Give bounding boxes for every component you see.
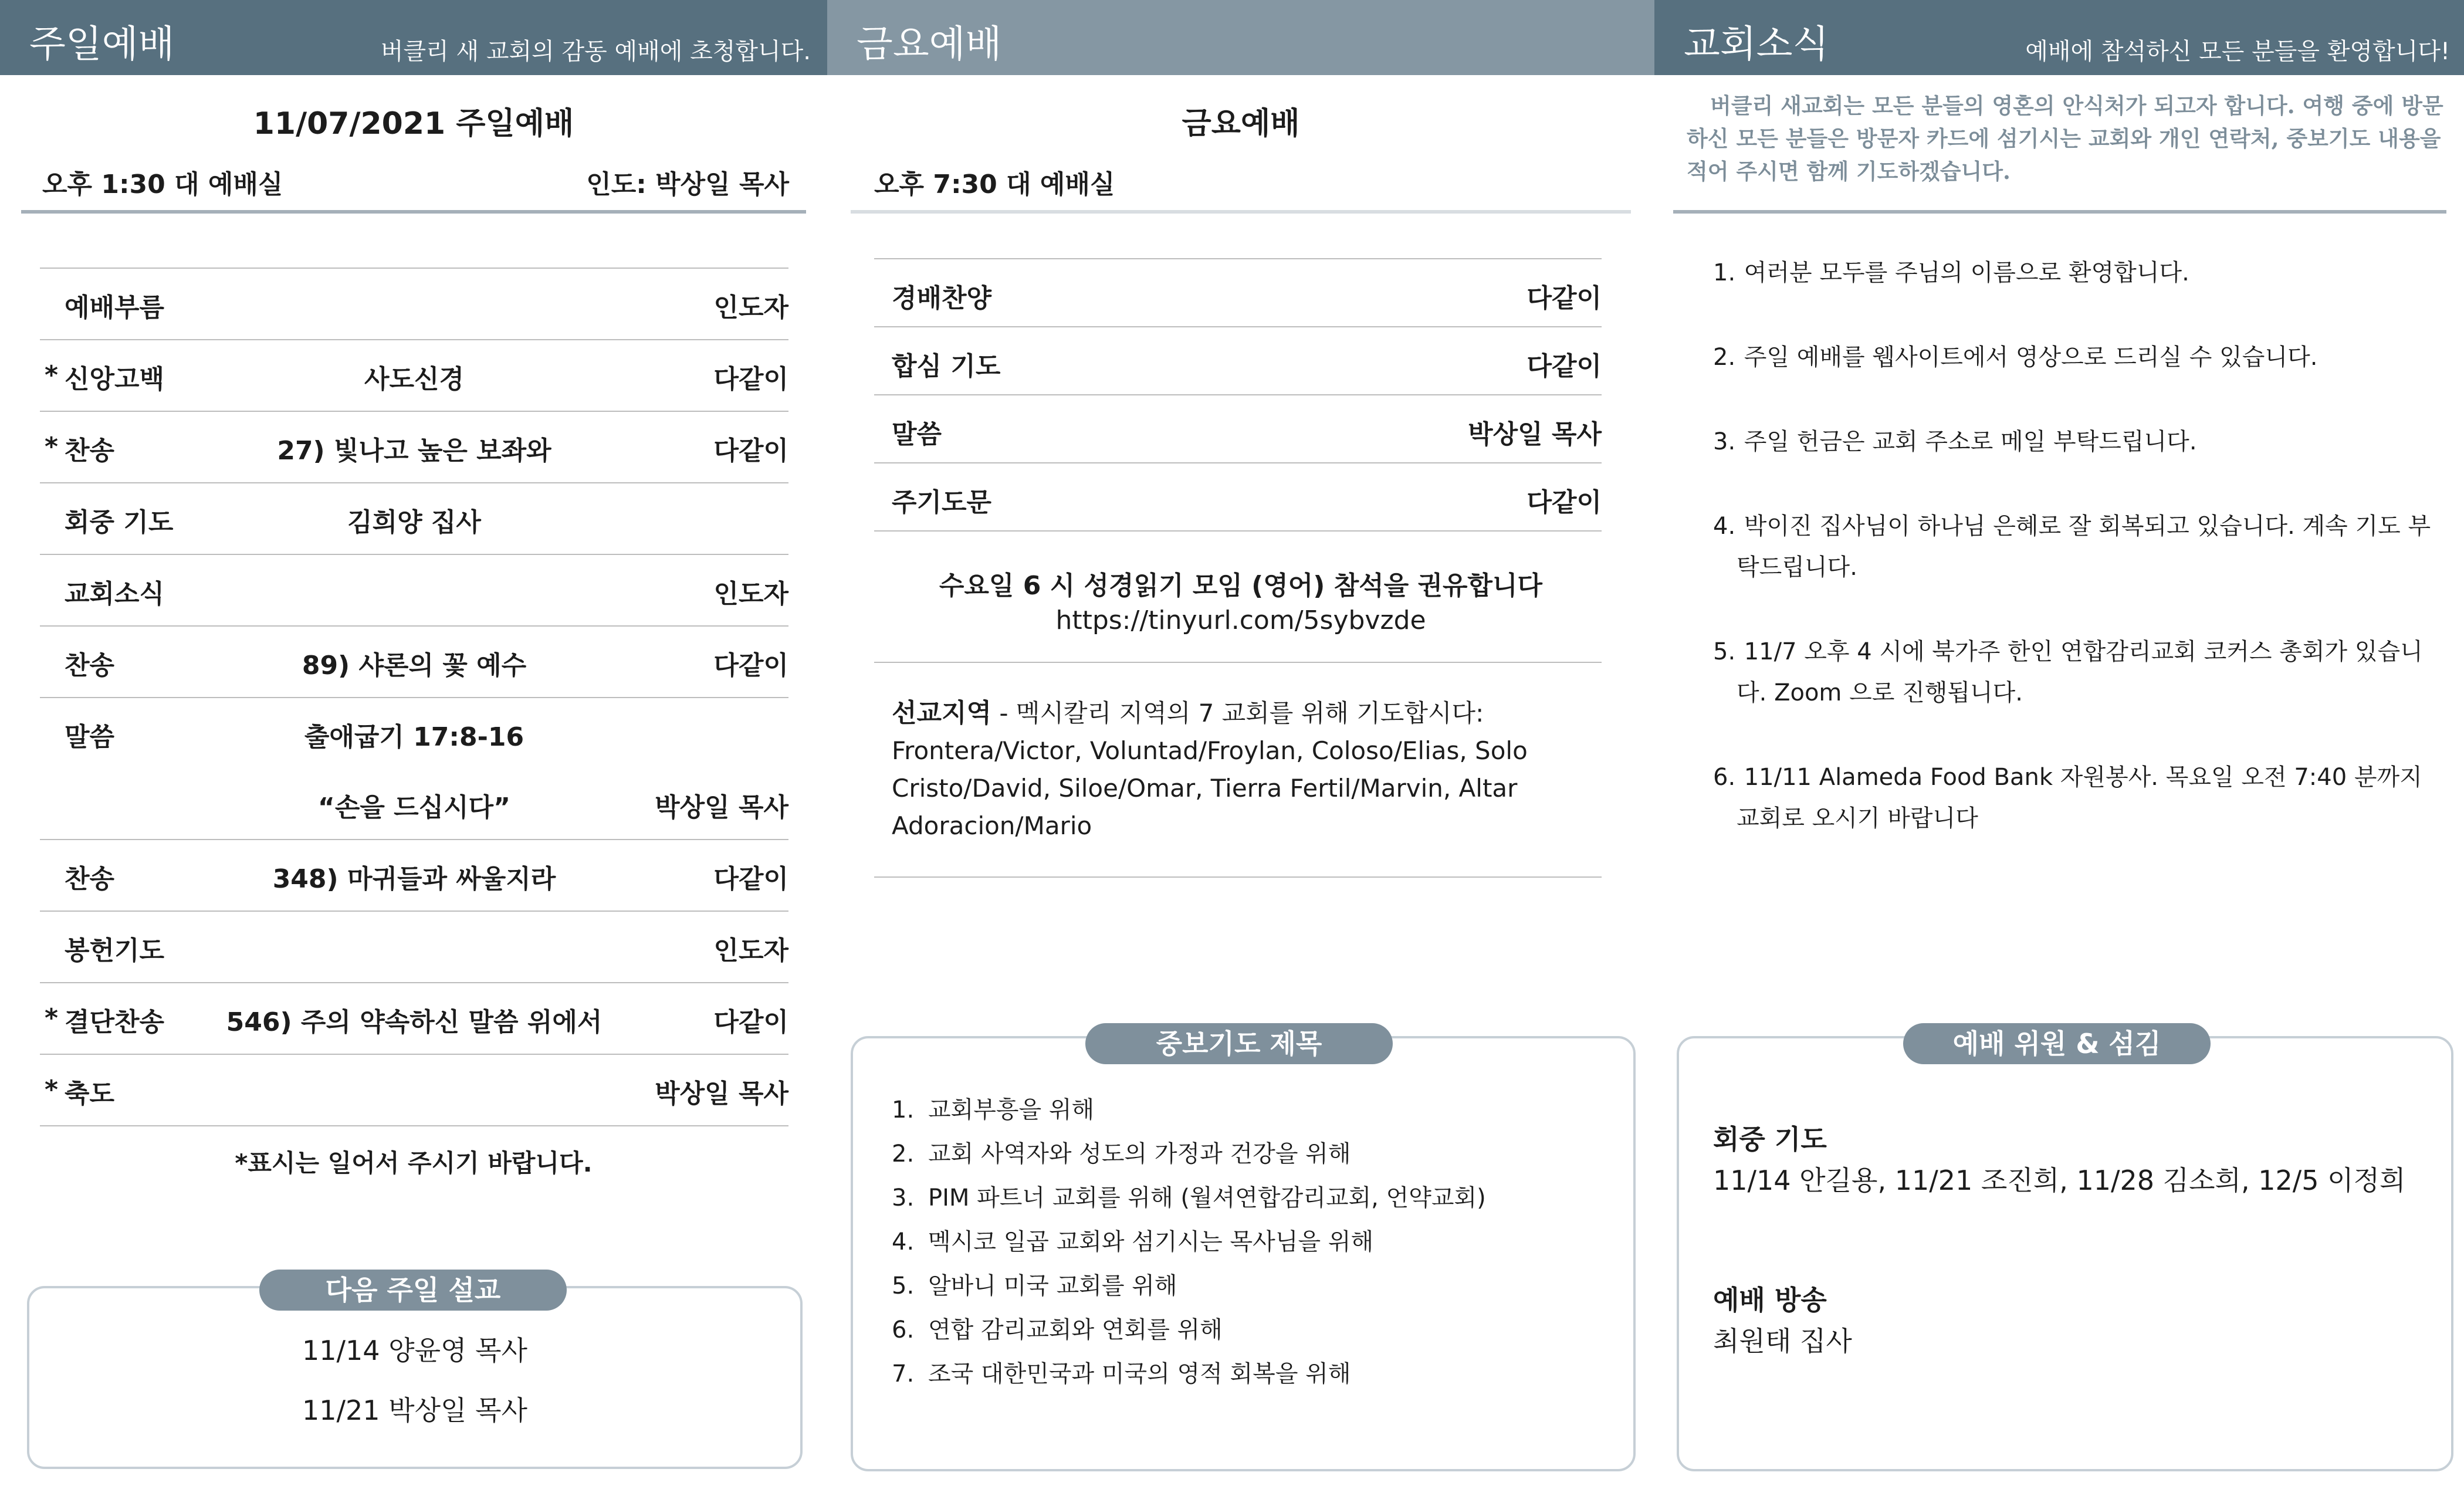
order-item-leader: 인도자 xyxy=(713,579,788,609)
sunday-title: 11/07/2021 주일예배 xyxy=(253,106,574,141)
list-item xyxy=(892,1135,1596,1179)
order-item-name: 주기도문 xyxy=(892,488,992,517)
list-item xyxy=(1713,252,2441,293)
order-row xyxy=(40,839,788,911)
next-sermon-line: 11/14 양윤영 목사 xyxy=(302,1335,527,1366)
order-item-name: 예배부름 xyxy=(65,293,165,323)
standing-mark: * xyxy=(45,1075,59,1105)
order-item-detail: 김희양 집사 xyxy=(347,507,481,537)
church-news-panel xyxy=(1654,0,2464,1496)
order-item-leader: 다같이 xyxy=(1527,283,1602,313)
list-text: 교회부흥을 위해 xyxy=(928,1096,1095,1123)
news-header xyxy=(1654,0,2464,75)
list-item xyxy=(892,1355,1596,1399)
list-text: 여러분 모두를 주님의 이름으로 환영합니다. xyxy=(1744,259,2189,286)
list-item xyxy=(1713,421,2441,462)
order-row xyxy=(874,326,1602,394)
order-row xyxy=(40,339,788,411)
prayer-requests-label: 중보기도 제목 xyxy=(1085,1023,1393,1064)
order-row xyxy=(40,482,788,554)
list-item xyxy=(892,1223,1596,1267)
order-row xyxy=(40,411,788,482)
list-number: 4. xyxy=(892,1228,915,1255)
friday-divider xyxy=(874,662,1602,663)
friday-title: 금요예배 xyxy=(1182,106,1300,141)
list-number: 5. xyxy=(892,1272,915,1299)
order-item-name: 말씀 xyxy=(892,419,942,449)
sunday-header xyxy=(0,0,827,75)
order-row xyxy=(40,268,788,339)
list-number: 4. xyxy=(1713,513,1736,540)
list-text: 연합 감리교회와 연회를 위해 xyxy=(928,1316,1223,1343)
staff-label: 예배 위원 & 섬김 xyxy=(1903,1023,2211,1064)
next-sermon-box xyxy=(27,1286,803,1469)
news-header-subtitle: 예배에 참석하신 모든 분들을 환영합니다! xyxy=(2025,38,2450,65)
list-text: 교회 사역자와 성도의 가정과 건강을 위해 xyxy=(928,1140,1351,1167)
sunday-divider xyxy=(21,210,806,214)
bible-study-link[interactable]: https://tinyurl.com/5sybvzde xyxy=(1055,605,1426,635)
bible-study-title: 수요일 6 시 성경읽기 모임 (영어) 참석을 권유합니다 xyxy=(939,571,1543,601)
order-item-leader: 다같이 xyxy=(713,864,788,894)
congregation-prayer-label: 회중 기도 xyxy=(1713,1123,1827,1155)
standing-mark: * xyxy=(45,432,59,462)
list-number: 2. xyxy=(892,1140,915,1167)
order-item-leader: 다같이 xyxy=(1527,351,1602,381)
list-text: 알바니 미국 교회를 위해 xyxy=(928,1272,1177,1299)
list-text: 조국 대한민국과 미국의 영적 회복을 위해 xyxy=(928,1360,1351,1387)
order-item-name: 찬송 xyxy=(65,651,115,681)
order-item-name: 합심 기도 xyxy=(892,351,1001,381)
order-row xyxy=(40,769,788,839)
order-item-name: 회중 기도 xyxy=(65,507,174,537)
order-item-leader: 다같이 xyxy=(713,1007,788,1037)
order-row xyxy=(874,462,1602,532)
order-row xyxy=(40,1054,788,1126)
order-row xyxy=(40,982,788,1054)
mission-text: - 멕시칼리 지역의 7 교회를 위해 기도합시다: Frontera/Victor, Voluntad/Froylan, Coloso/Elias, Solo Cristo/David, Siloe/Omar, Tierra Fertil/Marvin, Altar Adoracion/Mario xyxy=(892,699,1528,840)
staff-box xyxy=(1677,1036,2453,1471)
list-number: 3. xyxy=(892,1184,915,1211)
list-item xyxy=(892,1267,1596,1311)
order-item-name: 찬송 xyxy=(65,436,115,466)
order-item-detail: 89) 샤론의 꽃 예수 xyxy=(302,651,527,681)
sunday-service-panel xyxy=(0,0,827,1496)
list-number: 7. xyxy=(892,1360,915,1387)
order-item-leader: 박상일 목사 xyxy=(1468,419,1602,449)
list-item xyxy=(1713,631,2441,713)
news-header-title: 교회소식 xyxy=(1684,23,1829,66)
list-text: 11/7 오후 4 시에 북가주 한인 연합감리교회 코커스 총회가 있습니다. Zoom 으로 진행됩니다. xyxy=(1737,638,2423,706)
friday-header-title: 금요예배 xyxy=(857,23,1002,66)
next-sermon-line: 11/21 박상일 목사 xyxy=(302,1395,527,1426)
order-item-name: 봉헌기도 xyxy=(65,936,165,966)
order-row xyxy=(874,258,1602,326)
order-item-leader: 인도자 xyxy=(713,936,788,966)
order-item-leader: 박상일 목사 xyxy=(655,1079,788,1109)
prayer-requests-list xyxy=(892,1091,1596,1399)
list-number: 6. xyxy=(1713,764,1736,791)
sunday-header-title: 주일예배 xyxy=(29,23,175,66)
order-item-leader: 다같이 xyxy=(1527,488,1602,517)
order-item-name: 경배찬양 xyxy=(892,283,992,313)
order-item-detail: 348) 마귀들과 싸울지라 xyxy=(272,864,556,894)
list-item xyxy=(1713,506,2441,588)
list-number: 1. xyxy=(892,1096,915,1123)
friday-time: 오후 7:30 대 예배실 xyxy=(874,170,1115,199)
order-item-detail: 27) 빛나고 높은 보좌와 xyxy=(277,436,551,466)
list-text: 멕시코 일곱 교회와 섬기시는 목사님을 위해 xyxy=(928,1228,1374,1255)
list-number: 3. xyxy=(1713,428,1736,455)
order-item-detail: 546) 주의 약속하신 말씀 위에서 xyxy=(226,1007,603,1037)
list-number: 2. xyxy=(1713,344,1736,371)
order-row xyxy=(40,697,788,769)
welcome-intro: 버클리 새교회는 모든 분들의 영혼의 안식처가 되고자 합니다. 여행 중에 방문하신 모든 분들은 방문자 카드에 섬기시는 교회와 개인 연락처, 중보기도 내용을 적어 주시면 함께 기도하겠습니다. xyxy=(1687,93,2443,184)
order-item-name: 신앙고백 xyxy=(65,364,165,394)
list-number: 1. xyxy=(1713,259,1736,286)
order-item-detail: 출애굽기 17:8-16 xyxy=(304,722,524,752)
order-item-leader: 다같이 xyxy=(713,364,788,394)
sermon-title: “손을 드십시다” xyxy=(317,793,511,823)
order-item-detail: 사도신경 xyxy=(364,364,464,394)
order-item-leader: 다같이 xyxy=(713,436,788,466)
order-row xyxy=(40,625,788,697)
standing-mark: * xyxy=(45,1003,59,1033)
friday-service-panel xyxy=(827,0,1654,1496)
list-text: 주일 예배를 웹사이트에서 영상으로 드리실 수 있습니다. xyxy=(1744,344,2318,371)
order-item-leader: 다같이 xyxy=(713,651,788,681)
order-row xyxy=(40,911,788,982)
order-row xyxy=(40,554,788,625)
friday-divider xyxy=(874,876,1602,878)
order-item-leader: 인도자 xyxy=(713,293,788,323)
list-text: 박이진 집사님이 하나님 은혜로 잘 회복되고 있습니다. 계속 기도 부탁드립니다. xyxy=(1737,513,2431,581)
order-item-name: 찬송 xyxy=(65,864,115,894)
list-number: 5. xyxy=(1713,638,1736,665)
list-item xyxy=(892,1179,1596,1223)
mission-region xyxy=(892,695,1596,845)
order-item-name: 결단찬송 xyxy=(65,1007,165,1037)
order-item-name: 축도 xyxy=(65,1079,115,1109)
list-item xyxy=(1713,337,2441,378)
list-item xyxy=(892,1311,1596,1355)
friday-header xyxy=(827,0,1654,75)
list-item xyxy=(892,1091,1596,1135)
list-number: 6. xyxy=(892,1316,915,1343)
order-item-name: 교회소식 xyxy=(65,579,165,609)
list-text: 11/11 Alameda Food Bank 자원봉사. 목요일 오전 7:40 분까지 교회로 오시기 바랍니다 xyxy=(1737,764,2422,832)
mission-label: 선교지역 xyxy=(892,698,992,728)
news-list xyxy=(1713,252,2441,882)
sunday-header-subtitle: 버클리 새 교회의 감동 예배에 초청합니다. xyxy=(380,38,811,65)
congregation-prayer-schedule: 11/14 안길용, 11/21 조진희, 11/28 김소희, 12/5 이정희 xyxy=(1713,1165,2406,1196)
order-item-name: 말씀 xyxy=(65,722,115,752)
list-item xyxy=(1713,757,2441,839)
list-text: PIM 파트너 교회를 위해 (월셔연합감리교회, 언약교회) xyxy=(928,1184,1486,1211)
friday-order-of-service xyxy=(874,258,1602,532)
standing-mark: * xyxy=(45,360,59,390)
list-text: 주일 헌금은 교회 주소로 메일 부탁드립니다. xyxy=(1744,428,2197,455)
standing-note: *표시는 일어서 주시기 바랍니다. xyxy=(235,1149,593,1177)
next-sermon-label: 다음 주일 설교 xyxy=(259,1270,567,1311)
broadcast-staff: 최원태 집사 xyxy=(1713,1325,1852,1357)
news-divider xyxy=(1673,210,2446,214)
order-row xyxy=(874,394,1602,462)
sunday-leader: 인도: 박상일 목사 xyxy=(586,170,789,199)
sunday-time: 오후 1:30 대 예배실 xyxy=(42,170,283,199)
sunday-order-of-service xyxy=(40,268,788,1126)
broadcast-label: 예배 방송 xyxy=(1713,1284,1827,1316)
friday-divider xyxy=(851,210,1631,214)
order-item-leader: 박상일 목사 xyxy=(655,793,788,823)
